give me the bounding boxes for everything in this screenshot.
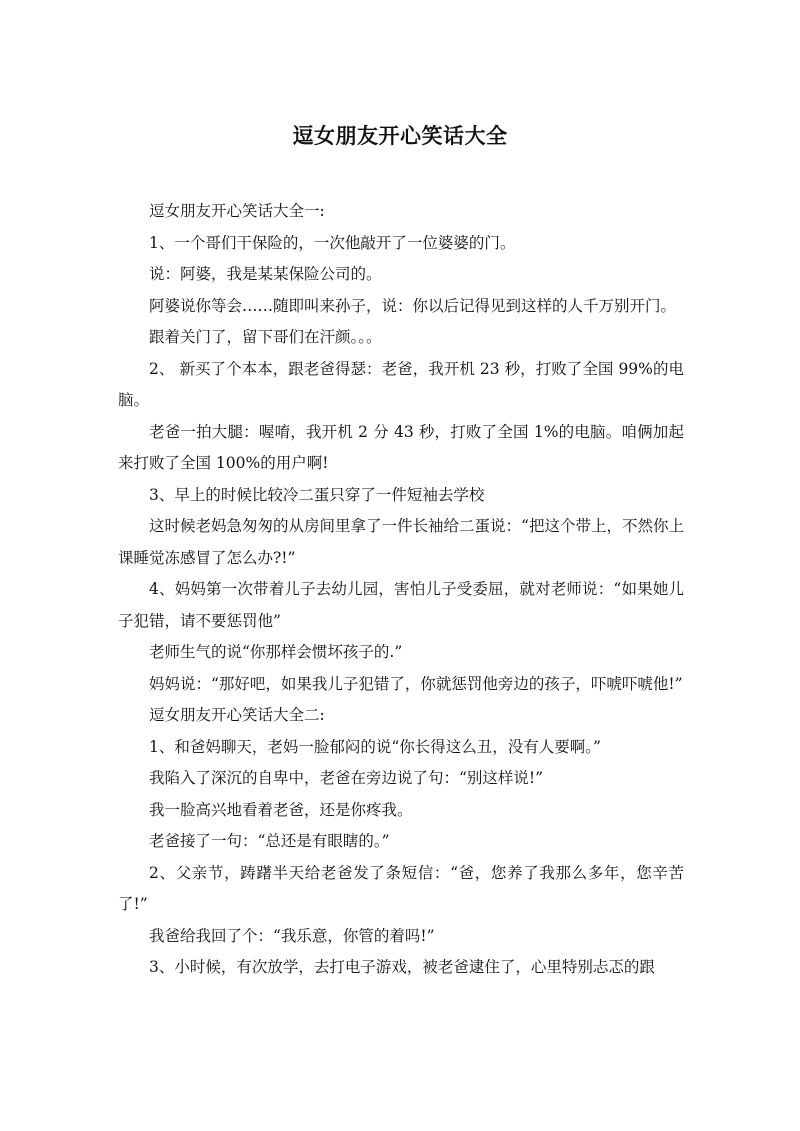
paragraph: 老师生气的说“你那样会惯坏孩子的.” (149, 643, 403, 661)
paragraph: 阿婆说你等会……随即叫来孙子，说：你以后记得见到这样的人千万别开门。 (149, 296, 677, 315)
paragraph: 老爸接了一句：“总还是有眼瞎的。” (149, 832, 390, 850)
paragraph: 2、 新买了个本本，跟老爸得瑟：老爸，我开机 23 秒，打败了全国 99%的电脑。 (118, 359, 684, 409)
paragraph: 1、一个哥们干保险的，一次他敲开了一位婆婆的门。 (149, 233, 516, 252)
document-title: 逗女朋友开心笑话大全 (292, 124, 508, 148)
paragraph: 2、父亲节，踌躇半天给老爸发了条短信：“爸，您养了我那么多年，您辛苦了!” (118, 863, 684, 913)
paragraph: 我一脸高兴地看着老爸，还是你疼我。 (149, 800, 413, 819)
paragraph: 1、和爸妈聊天，老妈一脸郁闷的说“你长得这么丑，没有人要啊。” (149, 737, 601, 756)
paragraph: 跟着关门了，留下哥们在汗颜。。。 (149, 328, 382, 346)
paragraph: 说：阿婆，我是某某保险公司的。 (149, 265, 382, 283)
paragraph: 这时候老妈急匆匆的从房间里拿了一件长袖给二蛋说：“把这个带上，不然你上课睡觉冻感冒了怎么办?!” (118, 517, 684, 567)
paragraph: 4、妈妈第一次带着儿子去幼儿园，害怕儿子受委屈，就对老师说：“如果她儿子犯错，请不要惩罚他” (118, 580, 684, 630)
paragraph: 老爸一拍大腿：喔唷，我开机 2 分 43 秒，打败了全国 1%的电脑。咱俩加起来打败了全国 100%的用户啊! (118, 422, 684, 472)
document-body (118, 196, 684, 984)
paragraph: 逗女朋友开心笑话大全一: (149, 202, 325, 220)
paragraph: 妈妈说：“那好吧，如果我儿子犯错了，你就惩罚他旁边的孩子，吓唬吓唬他!” (149, 674, 683, 693)
paragraph: 逗女朋友开心笑话大全二: (149, 706, 325, 724)
paragraph: 我爸给我回了个：“我乐意，你管的着吗!” (149, 926, 435, 945)
paragraph: 3、小时候，有次放学，去打电子游戏，被老爸逮住了，心里特别忐忑的跟 (149, 958, 655, 976)
paragraph: 3、早上的时候比较冷二蛋只穿了一件短袖去学校 (149, 485, 485, 504)
paragraph: 我陷入了深沉的自卑中，老爸在旁边说了句：“别这样说!” (149, 769, 544, 787)
